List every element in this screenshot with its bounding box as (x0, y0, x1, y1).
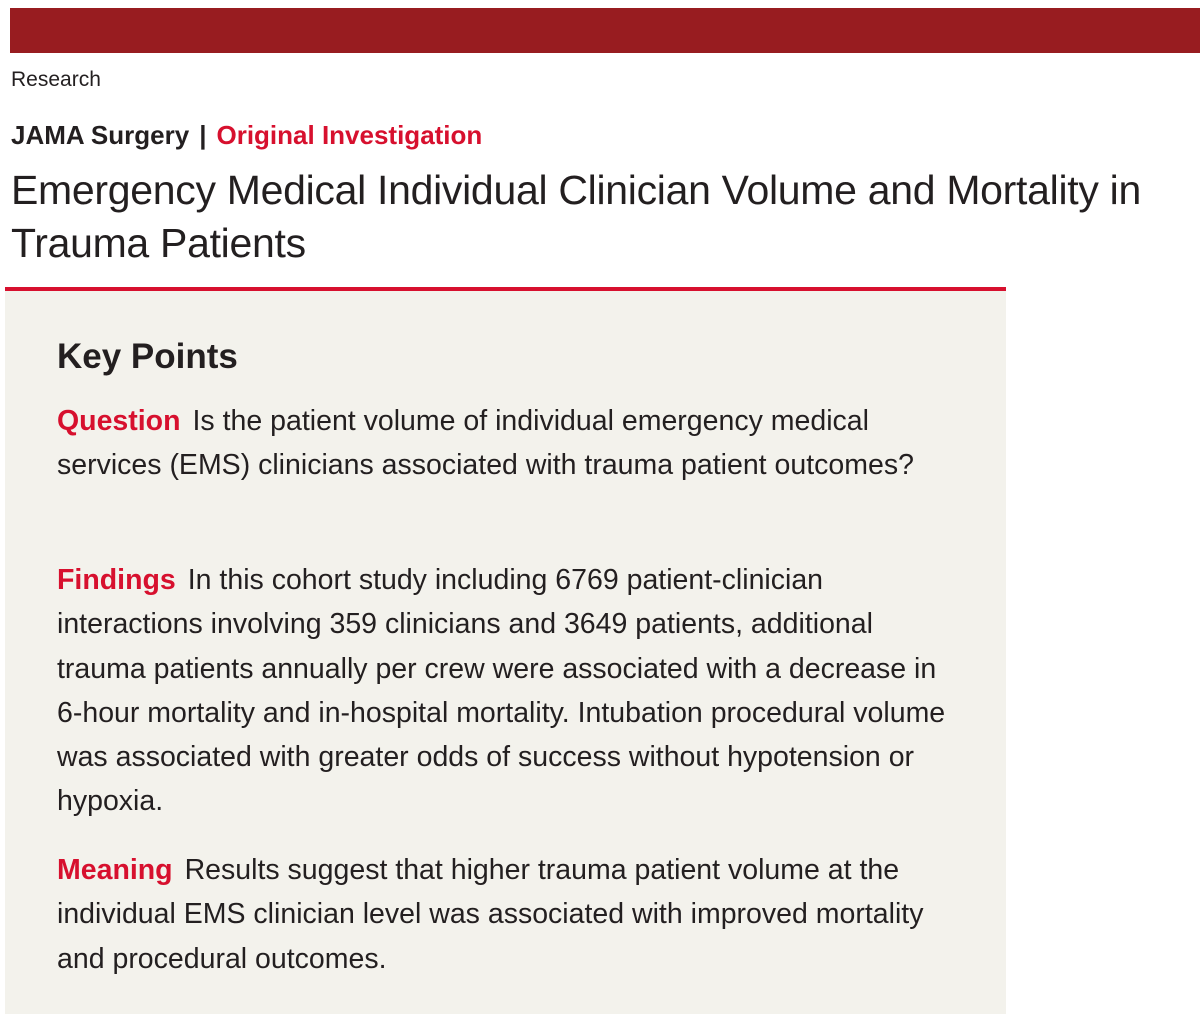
journal-separator: | (199, 120, 207, 150)
key-point-question (57, 399, 952, 488)
key-points-box (5, 287, 1006, 1014)
findings-label: Findings (57, 564, 176, 596)
meaning-label: Meaning (57, 854, 173, 886)
question-label: Question (57, 405, 181, 437)
question-text: Is the patient volume of individual emergency medical services (EMS) clinicians associated with trauma patient outcomes? (57, 405, 914, 482)
findings-text: In this cohort study including 6769 patient-clinician interactions involving 359 clinicians and 3649 patients, additional trauma patients annually per crew were associated with a decrease in 6-hour mortality and in-hospital mortality. Intubation procedural volume was associated with greater odds of success without hypotension or hypoxia. (57, 564, 946, 818)
key-point-findings (57, 558, 952, 824)
article-title: Emergency Medical Individual Clinician Volume and Mortality in Trauma Patients (11, 167, 1141, 266)
key-points-heading: Key Points (57, 337, 238, 376)
top-banner-bar (10, 8, 1200, 53)
journal-line (11, 119, 482, 151)
journal-name: JAMA Surgery (11, 120, 190, 150)
key-point-meaning (57, 848, 952, 981)
article-type: Original Investigation (216, 120, 483, 150)
section-label: Research (11, 68, 101, 91)
meaning-text: Results suggest that higher trauma patient volume at the individual EMS clinician level was associated with improved mortality and procedural outcomes. (57, 854, 924, 975)
